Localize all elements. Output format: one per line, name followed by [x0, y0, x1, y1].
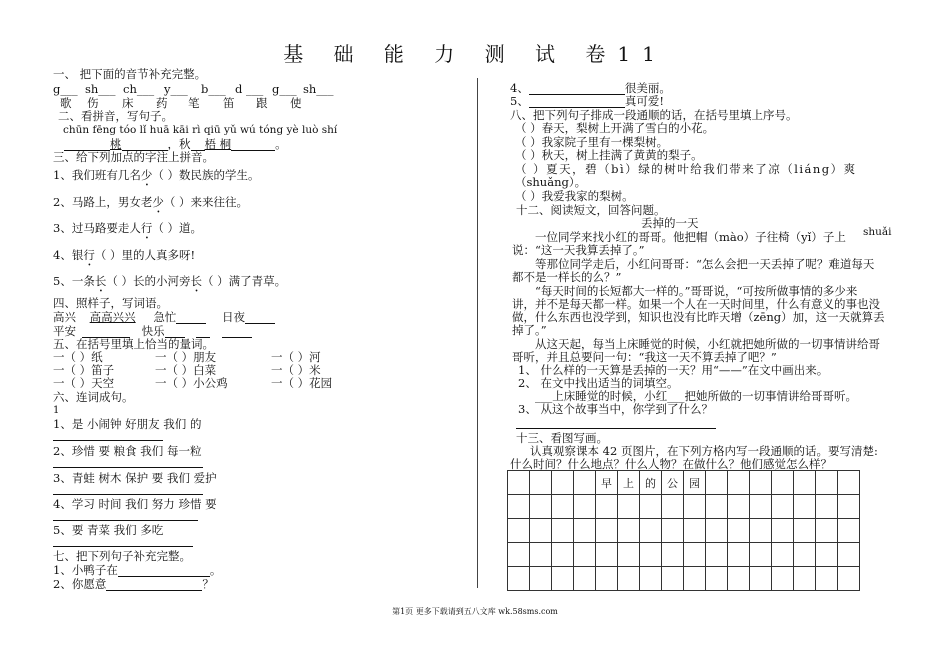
q8-item-5: （ ）我爱我家的梨树。: [515, 189, 634, 203]
q1-char-3: 床: [122, 96, 134, 110]
grid-cell[interactable]: [794, 543, 816, 567]
grid-cell[interactable]: [794, 567, 816, 591]
grid-row-5: [508, 567, 860, 591]
q3-item-2-dot-char: 少: [152, 195, 164, 209]
grid-cell[interactable]: [794, 519, 816, 543]
grid-cell[interactable]: [794, 495, 816, 519]
story-para-3a: “每天时间的长短都大一样的。”哥哥说，“可按所做事情的多少来: [535, 284, 858, 298]
grid-cell[interactable]: [728, 471, 750, 495]
q3-item-3-pre: 3、过马路要走人: [53, 221, 141, 235]
q13-instruction-2: 什么时间？什么地点？什么人物？在做什么？他们感觉怎么样？: [510, 457, 832, 471]
q1-pinyin-7: g___: [272, 82, 297, 96]
q1-pinyin-8: sh___: [303, 82, 334, 96]
story-para-3b: 讲，并不是每天都一样。如果一个人在一天时间里，什么有意义的事也没: [512, 297, 880, 311]
q3-item-3-post: （ ）道。: [152, 221, 202, 235]
grid-cell[interactable]: [684, 567, 706, 591]
grid-cell[interactable]: [530, 471, 552, 495]
q7-item-4: [510, 81, 671, 95]
grid-cell[interactable]: [838, 567, 860, 591]
grid-cell[interactable]: [640, 567, 662, 591]
story-para-3c: 做，什么东西也没学到，知识也没有比昨天增（zēng）加，这一天就算丢: [512, 310, 885, 324]
grid-cell[interactable]: [816, 567, 838, 591]
grid-cell[interactable]: [816, 519, 838, 543]
grid-cell[interactable]: [552, 495, 574, 519]
q8-item-1: （ ）春天，梨树上开满了雪白的小花。: [515, 121, 715, 135]
q1-pinyin-3: ch___: [123, 82, 155, 96]
q3-item-4-pre: 4、银: [53, 248, 84, 262]
q2-heading: 二、看拼音，写句子。: [58, 109, 173, 123]
q5-item: 一（ ）河: [271, 350, 321, 364]
q4-blank-jimang[interactable]: [176, 312, 206, 324]
q7-blank-5[interactable]: [529, 96, 625, 108]
page-footer: 第1页 更多下载请到五八文库 wk.58sms.com: [392, 607, 558, 616]
grid-cell[interactable]: [530, 495, 552, 519]
grid-cell[interactable]: [794, 471, 816, 495]
q5-item: 一（ ）白菜: [155, 363, 217, 377]
q1-char-4: 药: [156, 96, 168, 110]
grid-row-2: [508, 495, 860, 519]
grid-cell[interactable]: [838, 519, 860, 543]
grid-cell[interactable]: [508, 519, 530, 543]
grid-cell[interactable]: 公: [662, 471, 684, 495]
grid-cell[interactable]: [706, 543, 728, 567]
grid-cell[interactable]: [618, 495, 640, 519]
q6-answer-line-3[interactable]: [53, 494, 203, 495]
story-para-4b: 哥听，并且总要问一句：“我这一天不算丢掉了吧？”: [512, 350, 777, 364]
grid-cell[interactable]: [772, 543, 794, 567]
story-para-2b: 都不是一样长的么？”: [512, 270, 622, 284]
grid-cell[interactable]: [574, 567, 596, 591]
grid-cell[interactable]: [640, 495, 662, 519]
q2-pinyin-line: chūn fēng tóo lǐ huā kāi rì qiū yǔ wú tóng yè luò shí: [63, 124, 338, 136]
q1-char-1: 歌: [60, 96, 72, 110]
story-para-3d: 掉了。”: [512, 323, 547, 337]
q5-item: 一（ ）朋友: [155, 350, 217, 364]
grid-cell[interactable]: [750, 519, 772, 543]
q1-heading: 一、 把下面的音节补充完整。: [53, 67, 207, 81]
q7-item-2-end: ？: [202, 577, 214, 591]
q12-question-2: 2、 在文中找出适当的词填空。: [518, 376, 679, 390]
grid-cell[interactable]: [640, 519, 662, 543]
q6-item-4: 4、学习 时间 我们 努力 珍惜 要: [53, 497, 217, 511]
q6-stray-number: 1: [53, 405, 60, 416]
grid-cell[interactable]: 上: [618, 471, 640, 495]
q4-word-pingan: 平安: [53, 324, 76, 338]
grid-cell[interactable]: [618, 519, 640, 543]
grid-cell[interactable]: [750, 567, 772, 591]
grid-cell[interactable]: [816, 543, 838, 567]
grid-cell[interactable]: [618, 567, 640, 591]
q3-item-3: [53, 221, 202, 242]
q6-item-3: 3、青蛙 树木 保护 要 我们 爱护: [53, 471, 217, 485]
q4-heading: 四、照样子，写词语。: [53, 296, 168, 310]
q3-item-4-post: （ ）里的人真多呀!: [94, 248, 196, 262]
grid-cell[interactable]: [838, 543, 860, 567]
q8-item-4: （ ）夏天，碧（bì）绿的树叶给我们带来了凉（liáng）爽: [515, 162, 857, 176]
q5-heading: 五、在括号里填上恰当的量词。: [53, 337, 214, 351]
q12-question-1: 1、 什么样的一天算是丢掉的一天？用“——”在文中画出来。: [518, 363, 829, 377]
q8-item-3: （ ）秋天，树上挂满了黄黄的梨子。: [515, 148, 703, 162]
q3-item-1: [53, 168, 259, 189]
q8-item-4-cont: （shuǎng）。: [515, 175, 587, 189]
q1-pinyin-1: g___: [53, 82, 78, 96]
q1-pinyin-6: d ___: [235, 82, 264, 96]
story-title: 丢掉的一天: [641, 216, 699, 230]
q5-item: 一（ ）笛子: [53, 363, 115, 377]
story-para-2a: 等那位同学走后，小红问哥哥：“怎么会把一天丢掉了呢？难道每天: [535, 257, 875, 271]
grid-cell[interactable]: [684, 495, 706, 519]
grid-cell[interactable]: [772, 567, 794, 591]
grid-cell[interactable]: [574, 471, 596, 495]
grid-cell[interactable]: [728, 567, 750, 591]
grid-cell[interactable]: [508, 495, 530, 519]
q12-answer-line[interactable]: [516, 428, 716, 429]
grid-cell[interactable]: [706, 471, 728, 495]
q4-blank-riye[interactable]: [245, 312, 275, 324]
q3-item-3-dot-char: 行: [140, 221, 153, 235]
q6-item-2: 2、珍惜 要 粮食 我们 每一粒: [53, 444, 202, 458]
q3-item-1-dot-char: 少: [140, 168, 153, 182]
grid-row-1: [508, 471, 860, 495]
q4-row-1: [53, 310, 275, 324]
q5-item: 一（ ）米: [271, 363, 321, 377]
q6-answer-line-4[interactable]: [53, 520, 198, 521]
grid-cell[interactable]: [508, 471, 530, 495]
q7-item-4-text: 4、: [510, 81, 529, 95]
q1-pinyin-5: b___: [201, 82, 226, 96]
q12-heading: 十二、阅读短文，回答问题。: [516, 203, 666, 217]
grid-cell[interactable]: [662, 519, 684, 543]
q5-item: 一（ ）小公鸡: [155, 376, 228, 390]
grid-cell[interactable]: [530, 543, 552, 567]
q3-item-5-dot-char-2: 长: [190, 274, 202, 288]
q12-question-2-fill: ___上床睡觉的时候，小红___把她所做的一切事情讲给哥哥听。: [535, 389, 857, 403]
grid-cell[interactable]: [750, 495, 772, 519]
grid-cell[interactable]: [684, 519, 706, 543]
q7-item-4-end: 很美丽。: [624, 81, 671, 95]
q3-item-1-pre: 1、我们班有几名: [53, 168, 141, 182]
q7-heading: 七、把下列句子补充完整。: [53, 549, 191, 563]
q6-answer-line-2[interactable]: [53, 467, 203, 468]
q13-heading: 十三、看图写画。: [516, 431, 608, 445]
grid-cell[interactable]: [706, 567, 728, 591]
grid-cell[interactable]: [728, 543, 750, 567]
q12-question-3: 3、 从这个故事当中，你学到了什么？: [518, 402, 713, 416]
grid-cell[interactable]: [530, 567, 552, 591]
grid-cell[interactable]: [772, 471, 794, 495]
grid-cell[interactable]: 早: [596, 471, 618, 495]
grid-cell[interactable]: [838, 471, 860, 495]
q7-item-1: [53, 563, 221, 577]
q3-item-4: [53, 248, 195, 269]
q4-example-word: 高兴: [53, 310, 76, 324]
q2-char-qiu: ，秋: [167, 137, 191, 151]
grid-cell[interactable]: [574, 519, 596, 543]
q3-item-5-dot-char: 长: [94, 274, 107, 288]
grid-cell[interactable]: [684, 543, 706, 567]
grid-cell[interactable]: [596, 543, 618, 567]
grid-cell[interactable]: [596, 567, 618, 591]
q4-word-jimang: 急忙: [153, 310, 177, 324]
q1-char-2: 伤: [87, 96, 99, 110]
q3-heading: 三、给下列加点的字注上拼音。: [53, 150, 214, 164]
q7-item-5-text: 5、: [510, 94, 529, 108]
q7-item-1-text: 1、小鸭子在: [53, 563, 118, 577]
grid-cell[interactable]: [772, 495, 794, 519]
q4-blank-kuaile-3[interactable]: [222, 326, 252, 338]
q3-item-5-pre: 5、一条: [53, 274, 95, 288]
q6-item-5: 5、要 青菜 我们 多吃: [53, 523, 164, 537]
q1-char-5: 笔: [188, 96, 200, 110]
q3-item-1-post: （ ）数民族的学生。: [152, 168, 260, 182]
grid-cell[interactable]: [552, 543, 574, 567]
grid-cell[interactable]: [508, 567, 530, 591]
grid-cell[interactable]: [618, 543, 640, 567]
q1-pinyin-2: sh___: [85, 82, 116, 96]
grid-cell[interactable]: [552, 471, 574, 495]
grid-cell[interactable]: [816, 495, 838, 519]
grid-cell[interactable]: [816, 471, 838, 495]
grid-cell[interactable]: [772, 519, 794, 543]
q7-blank-2[interactable]: [106, 579, 202, 591]
story-para-4a: 从这天起，每当上床睡觉的时候，小红就把她所做的一切事情讲给哥: [535, 337, 880, 351]
grid-cell[interactable]: [750, 543, 772, 567]
grid-cell[interactable]: [530, 519, 552, 543]
grid-cell[interactable]: [750, 471, 772, 495]
q5-item: 一（ ）天空: [53, 376, 115, 390]
q7-item-5: [510, 94, 664, 108]
q1-char-6: 笛: [223, 96, 235, 110]
q3-item-2: [53, 195, 248, 216]
q8-item-2: （ ）我家院子里有一棵梨树。: [515, 135, 669, 149]
q2-answer-line: [64, 137, 287, 151]
story-para-1a: 一位同学来找小红的哥哥。他把帽（mào）子往椅（yǐ）子上: [535, 230, 846, 244]
q8-heading: 八、把下列句子排成一段通顺的话，在括号里填上序号。: [510, 108, 798, 122]
q3-item-5-mid: （ ）长的小河旁: [106, 274, 191, 288]
grid-cell[interactable]: [728, 519, 750, 543]
grid-row-3: [508, 519, 860, 543]
grid-cell[interactable]: [596, 495, 618, 519]
story-pinyin-shuai: shuǎi: [863, 226, 892, 238]
q6-answer-line-5[interactable]: [53, 546, 193, 547]
q1-pinyin-4: y___: [164, 82, 188, 96]
q5-item: 一（ ）纸: [53, 350, 103, 364]
grid-cell[interactable]: [552, 567, 574, 591]
q7-blank-1[interactable]: [118, 565, 210, 577]
grid-cell[interactable]: [596, 519, 618, 543]
q3-item-4-dot-char: 行: [83, 248, 95, 262]
q3-item-2-post: （ ）来来往往。: [163, 195, 248, 209]
q7-item-2-text: 2、你愿意: [53, 577, 107, 591]
grid-cell[interactable]: 园: [684, 471, 706, 495]
q2-char-tao: 桃: [110, 137, 122, 151]
grid-cell[interactable]: [706, 519, 728, 543]
q2-blank-4[interactable]: [231, 139, 275, 151]
q3-item-2-pre: 2、马路上，男女老: [53, 195, 153, 209]
q6-heading: 六、连词成句。: [53, 390, 134, 404]
q3-item-5: [53, 274, 286, 295]
grid-cell[interactable]: [662, 495, 684, 519]
q1-char-8: 使: [290, 96, 302, 110]
grid-cell[interactable]: [574, 543, 596, 567]
grid-cell[interactable]: [640, 543, 662, 567]
grid-cell[interactable]: [574, 495, 596, 519]
q13-instruction-1: 认真观察课本 42 页图片，在下列方格内写一段通顺的话。要写清楚:: [530, 444, 878, 458]
grid-cell[interactable]: [728, 495, 750, 519]
q5-item: 一（ ）花园: [271, 376, 333, 390]
q4-word-kuaile: 快乐: [141, 324, 165, 338]
q6-answer-line-1[interactable]: [53, 440, 163, 441]
q2-end: 。: [275, 137, 287, 151]
q4-example-answer: 高高兴兴: [89, 310, 136, 324]
grid-cell[interactable]: [508, 543, 530, 567]
writing-grid: [507, 470, 860, 591]
grid-cell[interactable]: [552, 519, 574, 543]
page-title: 基 础 能 力 测 试 卷11: [283, 42, 667, 66]
q1-char-7: 跟: [256, 96, 268, 110]
grid-row-4: [508, 543, 860, 567]
grid-cell[interactable]: [706, 495, 728, 519]
q6-item-1: 1、是 小闹钟 好朋友 我们 的: [53, 417, 202, 431]
q7-item-2: [53, 577, 214, 591]
q2-char-wutong: 梧 桐: [204, 137, 232, 151]
q4-row-2: [53, 324, 252, 338]
column-divider: [477, 78, 478, 588]
grid-cell[interactable]: 的: [640, 471, 662, 495]
story-para-1b: 说：“这一天我算丢掉了。”: [512, 243, 645, 257]
q4-word-riye: 日夜: [221, 310, 245, 324]
grid-cell[interactable]: [662, 567, 684, 591]
q7-item-5-end: 真可爱!: [624, 94, 664, 108]
grid-cell[interactable]: [662, 543, 684, 567]
grid-cell[interactable]: [838, 495, 860, 519]
q7-item-1-end: 。: [209, 563, 222, 577]
q3-item-5-post: （ ）满了青草。: [201, 274, 287, 288]
